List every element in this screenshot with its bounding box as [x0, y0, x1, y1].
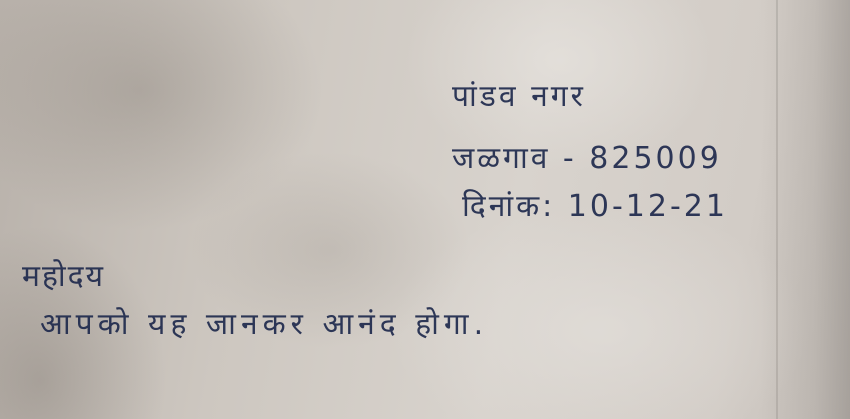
letter-date: दिनांक: 10-12-21: [462, 189, 728, 224]
salutation: महोदय: [22, 259, 105, 294]
address-city-pin: जळगाव - 825009: [452, 141, 722, 176]
letter-body-line: आपको यह जानकर आनंद होगा.: [40, 307, 489, 342]
address-locality: पांडव नगर: [452, 79, 586, 114]
page-edge-shadow: [760, 0, 850, 419]
